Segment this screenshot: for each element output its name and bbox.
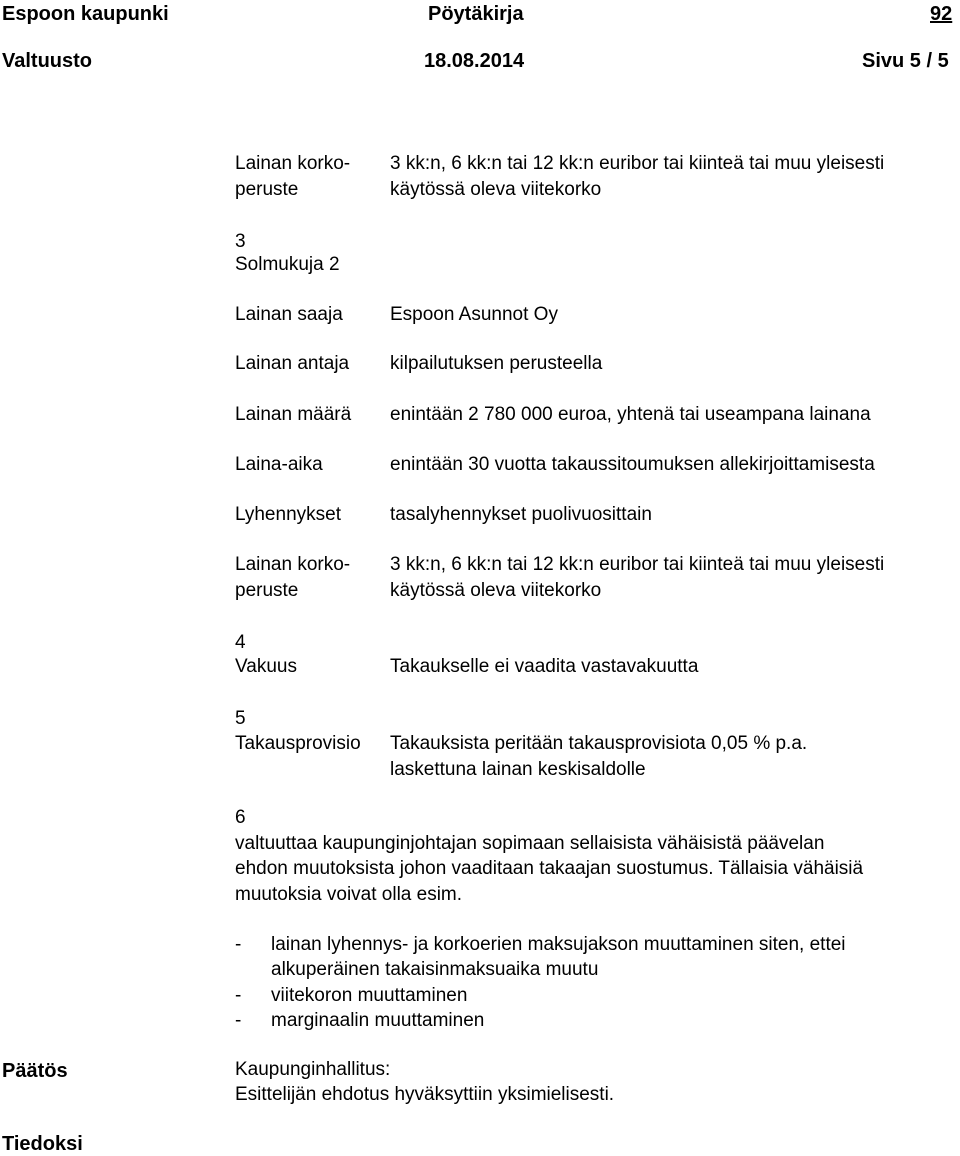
guarantee-fee-label: Takausprovisio bbox=[235, 733, 361, 754]
section-number: 3 bbox=[235, 231, 246, 252]
list-item-continuation: alkuperäinen takaisinmaksuaika muutu bbox=[271, 959, 599, 980]
bullet-dash: - bbox=[235, 934, 242, 955]
list-item: marginaalin muuttaminen bbox=[271, 1010, 485, 1031]
list-item: lainan lyhennys- ja korkoerien maksujakson muuttaminen siten, ettei bbox=[271, 934, 846, 955]
authorization-line-2: ehdon muutoksista johon vaaditaan takaajan suostumus. Tällaisia vähäisiä bbox=[235, 858, 864, 879]
repayment-value: tasalyhennykset puolivuosittain bbox=[390, 504, 652, 525]
section-number: 5 bbox=[235, 708, 246, 729]
organization-name: Espoon kaupunki bbox=[2, 3, 169, 25]
decision-text: Esittelijän ehdotus hyväksyttiin yksimielisesti. bbox=[235, 1084, 615, 1105]
meeting-body: Valtuusto bbox=[2, 50, 93, 72]
bullet-dash: - bbox=[235, 985, 242, 1006]
lender-label: Lainan antaja bbox=[235, 353, 350, 374]
rate-label-line-1: Lainan korko- bbox=[235, 153, 351, 174]
notice-heading: Tiedoksi bbox=[2, 1133, 83, 1155]
collateral-value: Takaukselle ei vaadita vastavakuutta bbox=[390, 656, 699, 677]
bullet-dash: - bbox=[235, 1010, 242, 1031]
section-number: 6 bbox=[235, 807, 246, 828]
lender-value: kilpailutuksen perusteella bbox=[390, 353, 603, 374]
authorization-line-3: muutoksia voivat olla esim. bbox=[235, 884, 463, 905]
decision-body: Kaupunginhallitus: bbox=[235, 1059, 391, 1080]
section-number: 4 bbox=[235, 632, 246, 653]
decision-heading: Päätös bbox=[2, 1060, 68, 1082]
document-type: Pöytäkirja bbox=[428, 3, 524, 25]
meeting-date: 18.08.2014 bbox=[424, 50, 525, 72]
collateral-label: Vakuus bbox=[235, 656, 297, 677]
guarantee-fee-value-line-2: laskettuna lainan keskisaldolle bbox=[390, 759, 646, 780]
term-value: enintään 30 vuotta takaussitoumuksen allekirjoittamisesta bbox=[390, 454, 875, 475]
authorization-line-1: valtuuttaa kaupunginjohtajan sopimaan sellaisista vähäisistä päävelan bbox=[235, 833, 825, 854]
section-title: Solmukuja 2 bbox=[235, 254, 340, 275]
rate-value-line-1: 3 kk:n, 6 kk:n tai 12 kk:n euribor tai kiinteä tai muu yleisesti bbox=[390, 554, 885, 575]
rate-value-line-2: käytössä oleva viitekorko bbox=[390, 580, 602, 601]
borrower-value: Espoon Asunnot Oy bbox=[390, 304, 558, 325]
repayment-label: Lyhennykset bbox=[235, 504, 341, 525]
rate-value-line-2: käytössä oleva viitekorko bbox=[390, 179, 602, 200]
page-number: 92 bbox=[930, 3, 953, 25]
amount-value: enintään 2 780 000 euroa, yhtenä tai useampana lainana bbox=[390, 404, 871, 425]
rate-label-line-2: peruste bbox=[235, 179, 299, 200]
rate-value-line-1: 3 kk:n, 6 kk:n tai 12 kk:n euribor tai kiinteä tai muu yleisesti bbox=[390, 153, 885, 174]
page-count: Sivu 5 / 5 bbox=[862, 50, 949, 72]
guarantee-fee-value-line-1: Takauksista peritään takausprovisiota 0,05 % p.a. bbox=[390, 733, 808, 754]
borrower-label: Lainan saaja bbox=[235, 304, 343, 325]
rate-label-line-1: Lainan korko- bbox=[235, 554, 351, 575]
amount-label: Lainan määrä bbox=[235, 404, 352, 425]
list-item: viitekoron muuttaminen bbox=[271, 985, 468, 1006]
rate-label-line-2: peruste bbox=[235, 580, 299, 601]
term-label: Laina-aika bbox=[235, 454, 323, 475]
